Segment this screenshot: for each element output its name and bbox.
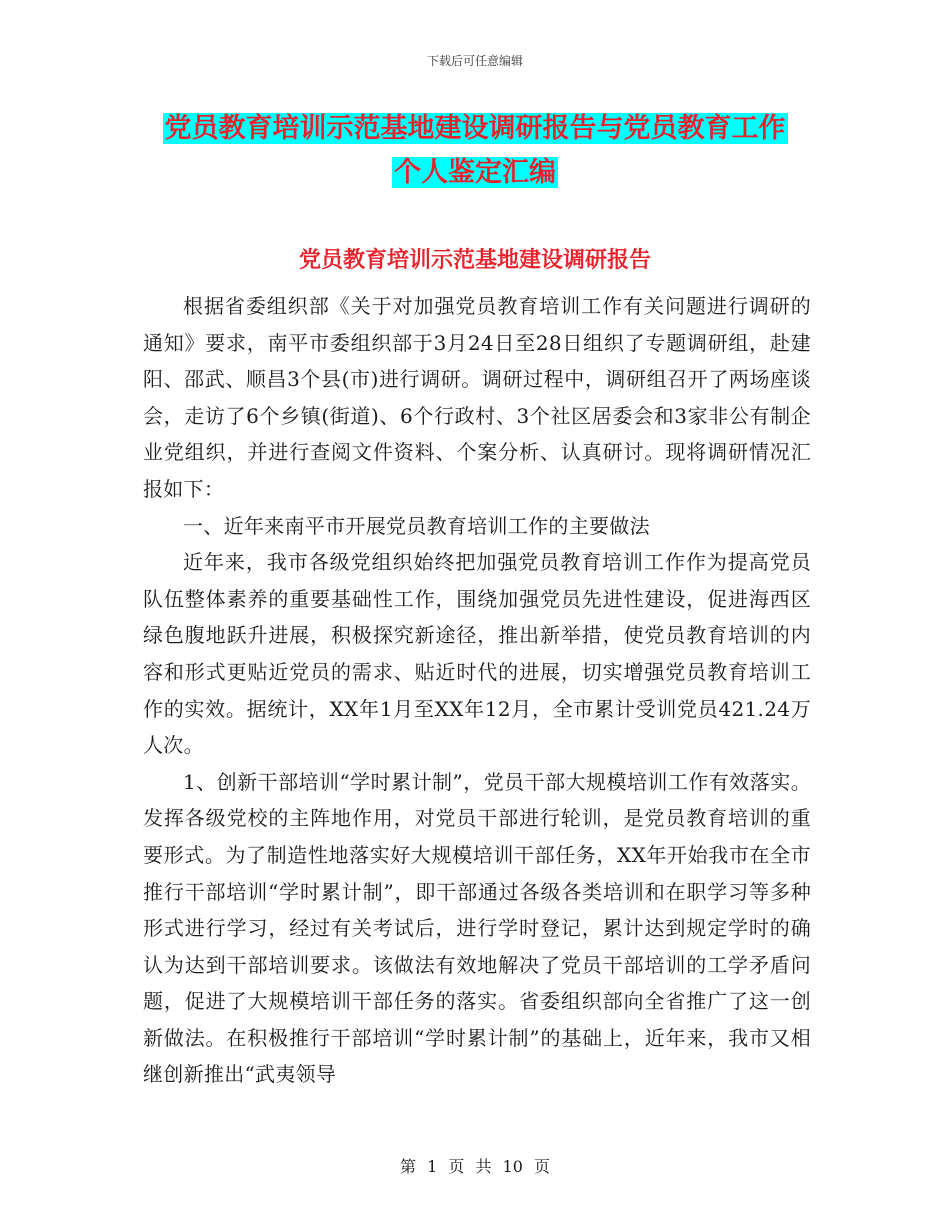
page-number-footer: 第 1 页 共 10 页 (400, 1157, 550, 1176)
document-title-line-2-text: 个人鉴定汇编 (394, 157, 556, 188)
section-title: 党员教育培训示范基地建设调研报告 (298, 247, 651, 273)
document-title-line-2 (0, 153, 950, 193)
paragraph-heading-1: 一、近年来南平市开展党员教育培训工作的主要做法 (183, 513, 650, 538)
paragraph-overview: 近年来，我市各级党组织始终把加强党员教育培训工作作为提高党员队伍整体素养的重要基础性工作，围绕加强党员先进性建设，促进海西区绿色腹地跃升进展，积极探究新途径，推出新举措，使党员教育培训的内容和形式更贴近党员的需求、贴近时代的进展，切实增强党员教育培训工作的实效。据统计，XX年1月至XX年12月，全市累计受训党员421.24万人次。 (143, 550, 811, 758)
page-header-note: 下载后可任意编辑 (426, 54, 523, 68)
paragraph-item-1: 1、创新干部培训“学时累计制”，党员干部大规模培训工作有效落实。发挥各级党校的主阵地作用，对党员干部进行轮训，是党员教育培训的重要形式。为了制造性地落实好大规模培训干部任务，XX年开始我市在全市推行干部培训“学时累计制”，即干部通过各级各类培训和在职学习等多种形式进行学习，经过有关考试后，进行学时登记，累计达到规定学时的确认为达到干部培训要求。该做法有效地解决了党员干部培训的工学矛盾问题，促进了大规模培训干部任务的落实。省委组织部向全省推广了这一创新做法。在积极推行干部培训“学时累计制”的基础上，近年来，我市又相继创新推出“武夷领导 (143, 769, 811, 1087)
document-title-line-1-text: 党员教育培训示范基地建设调研报告与党员教育工作 (164, 113, 786, 144)
document-body (143, 288, 811, 1093)
document-title-line-1 (0, 109, 950, 149)
paragraph-intro: 根据省委组织部《关于对加强党员教育培训工作有关问题进行调研的通知》要求，南平市委组织部于3月24日至28日组织了专题调研组，赴建阳、邵武、顺昌3个县(市)进行调研。调研过程中，调研组召开了两场座谈会，走访了6个乡镇(街道)、6个行政村、3个社区居委会和3家非公有制企业党组织，并进行查阅文件资料、个案分析、认真研讨。现将调研情况汇报如下： (143, 294, 811, 501)
